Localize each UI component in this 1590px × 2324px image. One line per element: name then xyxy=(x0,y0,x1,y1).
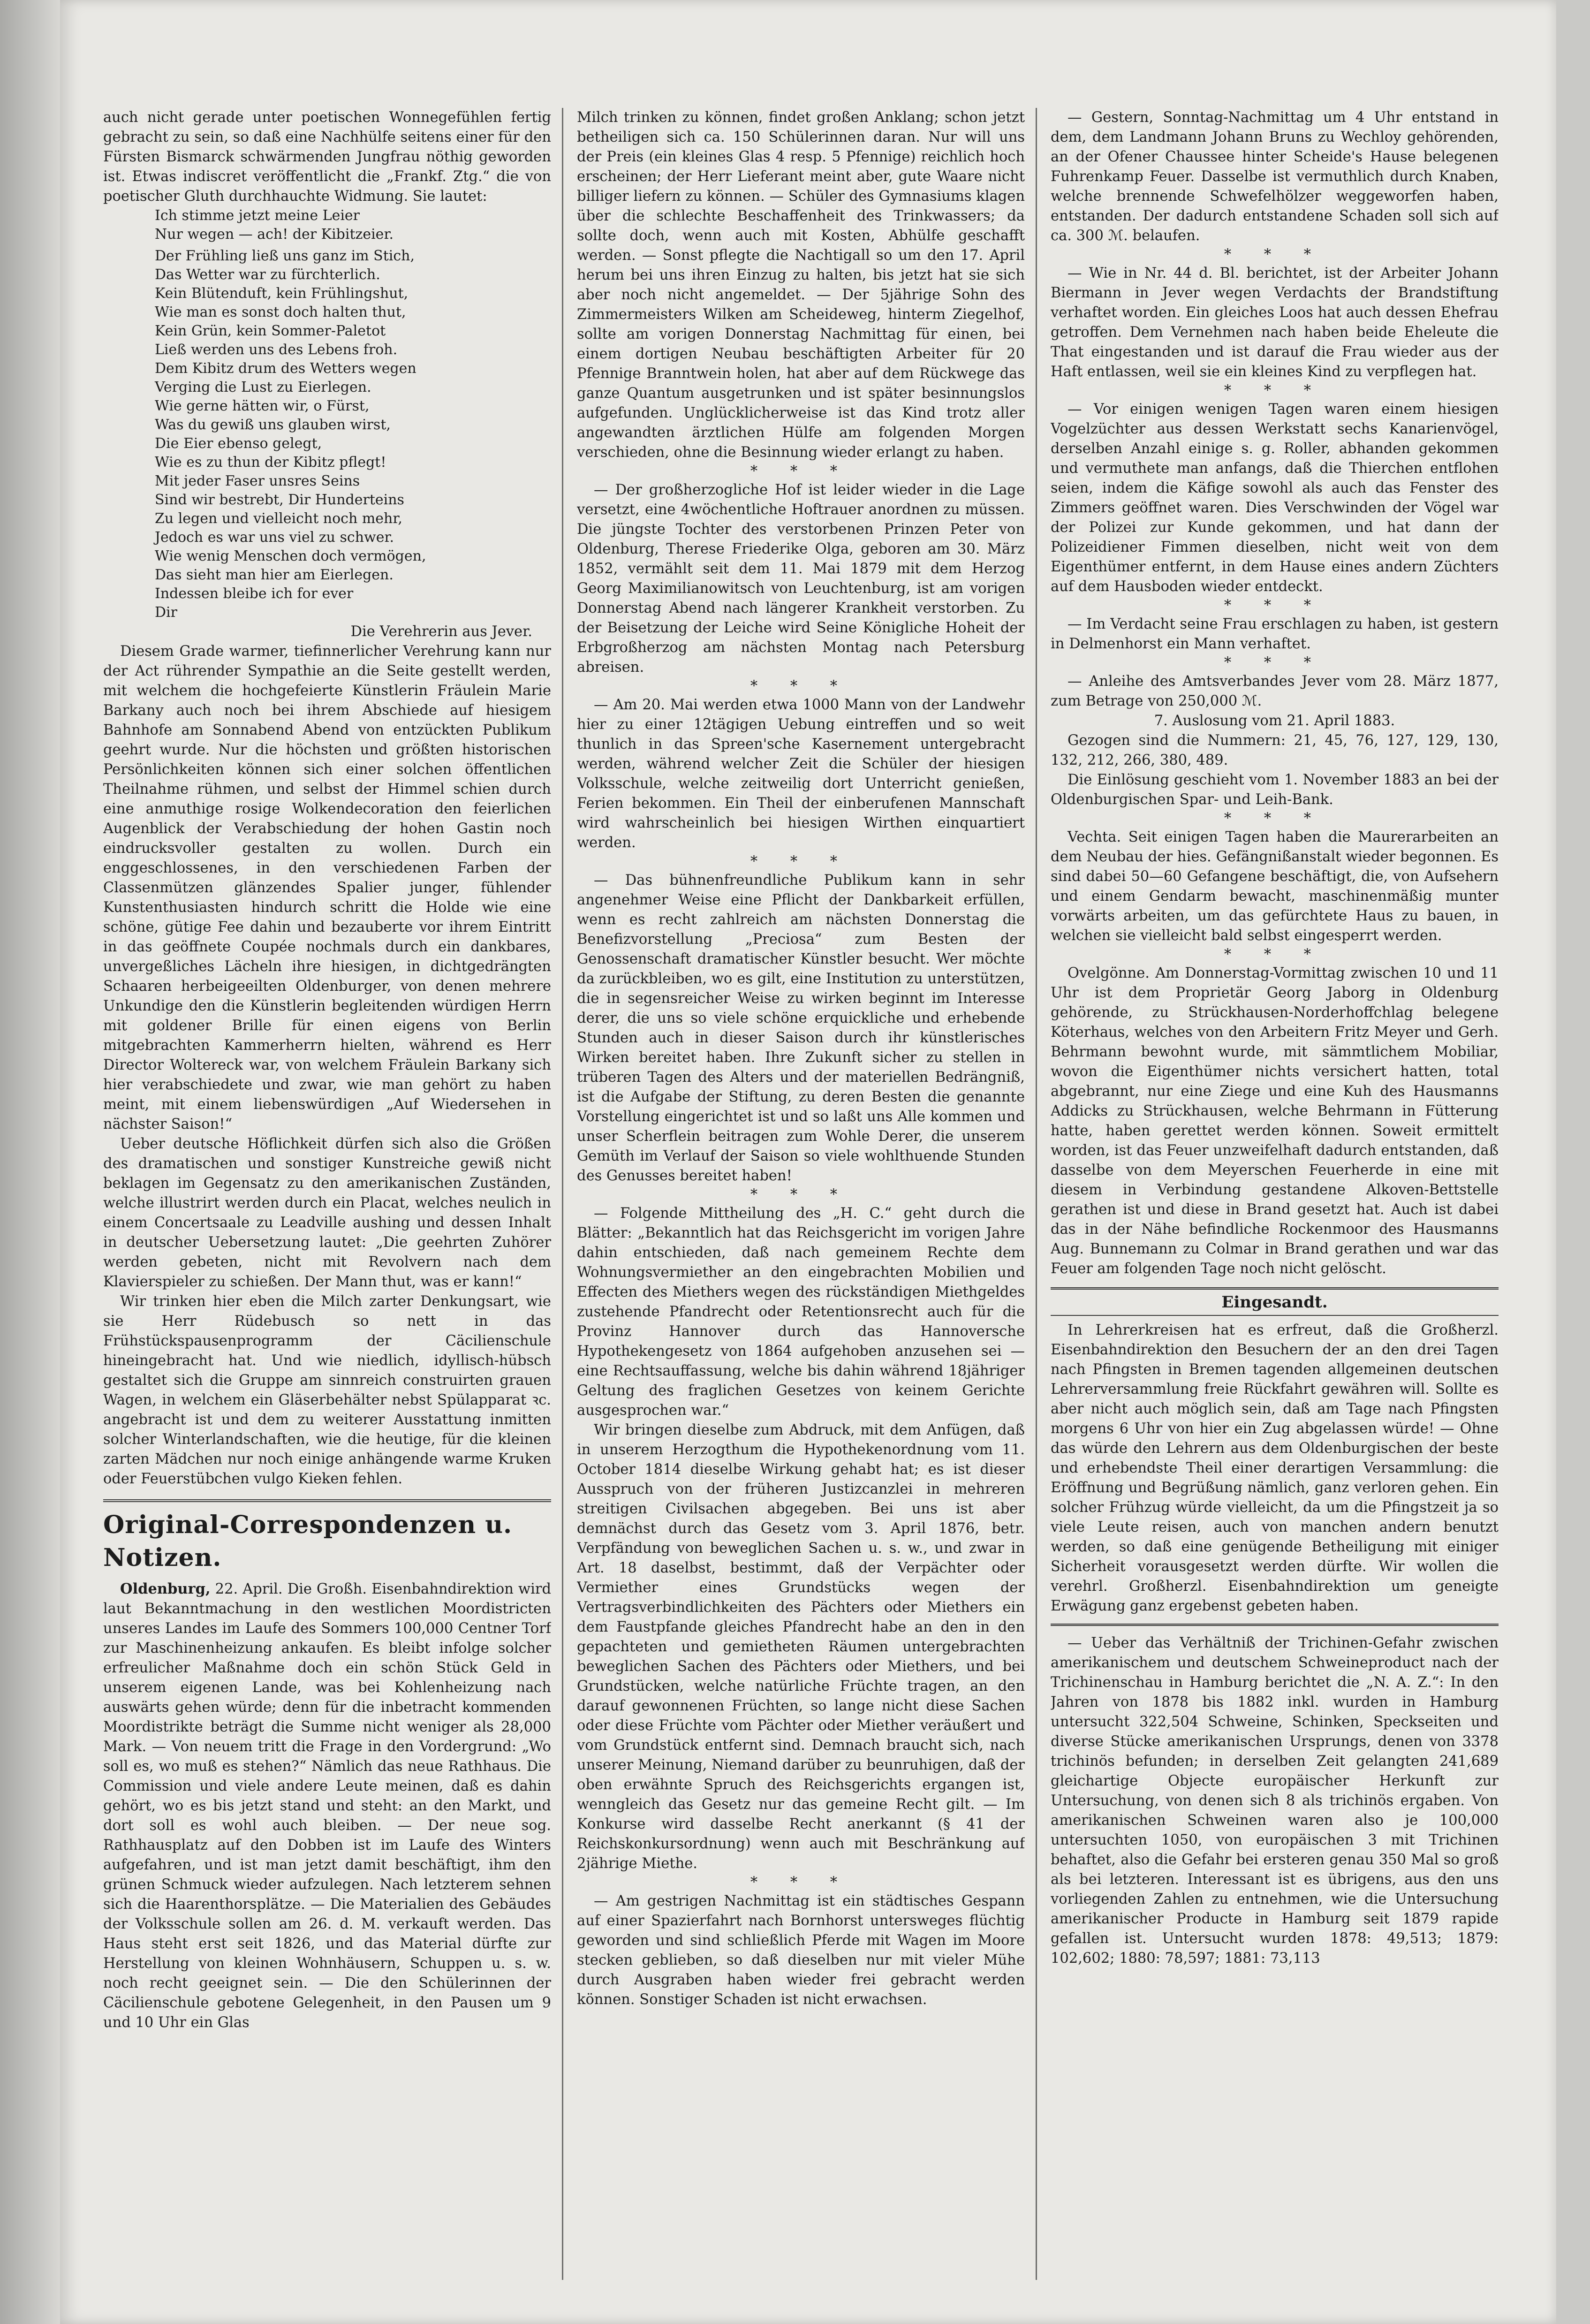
poem-line: Wie es zu thun der Kibitz pflegt! xyxy=(155,454,386,471)
article-text: — Das bühnenfreundliche Publikum kann in sehr angenehmer Weise eine Pflicht der Dankbarkeit erfüllen, wenn es recht zahlreich am nächsten Donnerstag die Benefizvorstellung „Preciosa“ zum Besten der Genossenschaft dramatischer Künstler besucht. Wer möchte da zurückbleiben, wo es gilt, eine Institution zu unterstützen, die in segensreicher Weise zu wirken beginnt im Interesse derer, die uns so viele schöne erquickliche und erhebende Stunden auch in dieser Saison durch ihr künstlerisches Wirken bereitet haben. Ihre Zukunft sicher zu stellen in trüberen Tagen des Alters und der materiellen Bedrängniß, ist die Aufgabe der Stiftung, zu deren Besten die genannte Vorstellung eingerichtet ist und so laßt uns Alle kommen und unser Scherflein beitragen zum Wohle Derer, die unserem Gemüth im Verlauf der Saison so viele wohlthuende Stunden des Genusses bereitet haben! xyxy=(577,872,1025,1184)
article-text: — Ueber das Verhältniß der Trichinen-Gefahr zwischen amerikanischem und deutschem Schweineproduct nach der Trichinenschau in Hamburg berichtet die „N. A. Z.“: In den Jahren von 1878 bis 1882 inkl. wurden in Hamburg untersucht 322,504 Schweine, Schinken, Speckseiten und diverse Stücke amerikanischen Ursprungs, denen von 3378 trichinös befunden; in derselben Zeit gelangten 241,689 gleichartige Objecte europäischer Herkunft zur Untersuchung, von denen sich 8 als trichinös ergaben. Von amerikanischen Schweinen waren also je 100,000 untersuchten 1050, von europäischen 3 mit Trichinen behaftet, also die Gefahr bei ersteren genau 350 Mal so groß als bei letzteren. Interessant ist es übrigens, aus den uns vorliegenden Zahlen zu entnehmen, wie die Untersuchung amerikanischer Producte in Hamburg seit 1879 rapide gefallen ist. Untersucht wurden 1878: 49,513; 1879: 102,602; 1880: 78,597; 1881: 73,113 xyxy=(1051,1635,1499,1967)
poem-line: Ließ werden uns des Lebens froh. xyxy=(155,342,398,358)
section-heading: Eingesandt. xyxy=(1051,1287,1499,1316)
poem-line: Zu legen und vielleicht noch mehr, xyxy=(155,510,402,527)
separator-asterisks: * * * xyxy=(750,853,852,870)
article-text: Diesem Grade warmer, tiefinnerlicher Verehrung kann nur der Act rührender Sympathie an die Seite gestellt werden, mit welchem die hochgefeierte Künstlerin Fräulein Marie Barkany auch noch bei ihrem Abschiede auf hiesigem Bahnhofe am Sonnabend Abend von entzückten Publikum geehrt wurde. Nur die höchsten und größten historischen Persönlichkeiten können sich einer solchen öffentlichen Theilnahme rühmen, und selbst der Himmel schien durch eine anmuthige rosige Wolkendecoration den feierlichen Augenblick der Verabschiedung der hohen Gastin noch eindrucksvoller gestalten zu wollen. Durch ein enggeschlossenes, in den verschiedenen Farben der Classenmützen glänzendes Spalier junger, fühlender Kunstenthusiasten hindurch schritt die Holde wie eine schöne, gütige Fee dahin und bezauberte vor ihrem Eintritt in das geöffnete Coupée nochmals durch ein dankbares, unvergeßliches Lächeln ihre hiesigen, in dichtgedrängten Schaaren herbeigeeilten Oldenburger, von denen mehrere Unkundige den die Künstlerin begleitenden würdigen Herrn mit goldener Brille für einen eigens von Berlin mitgebrachten Kammerherrn hielten, während es Herr Director Woltereck war, von welchem Fräulein Barkany sich hier verabschiedete und zwar, wie man gehört zu haben meint, mit einem liebenswürdigen „Auf Wiedersehen in nächster Saison!“ xyxy=(103,643,551,1132)
poem-line: Wie wenig Menschen doch vermögen, xyxy=(155,548,426,564)
poem-line: Das sieht man hier am Eierlegen. xyxy=(155,567,394,583)
poem-line: Wie man es sonst doch halten thut, xyxy=(155,304,406,320)
article-text: — Wie in Nr. 44 d. Bl. berichtet, ist der Arbeiter Johann Biermann in Jever wegen Verdachts der Brandstiftung verhaftet worden. Ein gleiches Loos hat auch dessen Ehefrau getroffen. Dem Vernehmen nach haben beide Eheleute die That eingestanden und ist darauf die Frau wieder aus der Haft entlassen, weil sie ein kleines Kind zu verpflegen hat. xyxy=(1051,265,1499,380)
article-text: — Anleihe des Amtsverbandes Jever vom 28. März 1877, zum Betrage von 250,000 ℳ. xyxy=(1051,673,1499,709)
separator-asterisks: * * * xyxy=(750,1874,852,1891)
article-text: — Folgende Mittheilung des „H. C.“ geht durch die Blätter: „Bekanntlich hat das Reichsgericht im vorigen Jahre dahin entschieden, daß nach gemeinem Rechte dem Wohnungsvermiether an den eingebrachten Mobilien und Effecten des Miethers wegen des rückständigen Miethgeldes zustehende Pfandrecht oder Retentionsrecht auch für die Provinz Hannover durch das Hannoversche Hypothekengesetz von 1864 aufgehoben anzusehen sei — eine Rechtsauffassung, welche bis dahin während 18jähriger Geltung des fraglichen Gesetzes von keinem Gerichte ausgesprochen war.“ xyxy=(577,1205,1025,1419)
article-text: 7. Auslosung vom 21. April 1883. xyxy=(1154,713,1395,729)
column-1 xyxy=(103,108,551,2285)
poem-line: Nur wegen — ach! der Kibitzeier. xyxy=(155,226,394,243)
article-text: Ueber deutsche Höflichkeit dürfen sich also die Größen des dramatischen und sonstiger Kunstreiche gewiß nicht beklagen im Gegensatz zu den amerikanischen Zuständen, welche illustrirt werden durch ein Placat, welches neulich in einem Concertsaale zu Leadville aushing und dessen Inhalt in deutscher Uebersetzung lautet: „Die geehrten Zuhörer werden gebeten, nicht mit Revolvern nach dem Klavierspieler zu schießen. Der Mann thut, was er kann!“ xyxy=(103,1136,551,1290)
separator-asterisks: * * * xyxy=(1224,946,1325,963)
article-text: Vechta. Seit einigen Tagen haben die Maurerarbeiten an dem Neubau der hies. Gefängnißanstalt wieder begonnen. Es sind dabei 50—60 Gefangene beschäftigt, die, von Aufsehern und einem Gendarm bewacht, maschinenmäßig munter vorwärts arbeiten, um das gefürchtete Haus zu bauen, in welchen sie vielleicht bald selbst eingesperrt werden. xyxy=(1051,829,1499,944)
article-text: Die Einlösung geschieht vom 1. November 1883 an bei der Oldenburgischen Spar- und Leih-Bank. xyxy=(1051,772,1499,808)
article-text: Wir bringen dieselbe zum Abdruck, mit dem Anfügen, daß in unserem Herzogthum die Hypothekenordnung vom 11. October 1814 dieselbe Wirkung gehabt hat; es ist dieser Ausspruch von der früheren Justizcanzlei in mehreren streitigen Civilsachen abgegeben. Bei uns ist aber demnächst durch das Gesetz vom 3. April 1876, betr. Verpfändung von beweglichen Sachen u. s. w., und zwar in Art. 18 daselbst, bestimmt, daß der Verpächter oder Vermiether eines Grundstücks wegen der Vertragsverbindlichkeiten des Pächters oder Miethers ein dem Faustpfande gleiches Pfandrecht habe an den in den gepachteten und gemietheten Räumen untergebrachten beweglichen Sachen des Pächters oder Miethers, und bei Grundstücken, welche natürliche Früchte tragen, an den darauf gewonnenen Früchten, so lange nicht diese Sachen oder diese Früchte vom Pächter oder Miether veräußert und vom Grundstück entfernt sind. Demnach braucht sich, nach unserer Meinung, Niemand darüber zu beunruhigen, daß der oben erwähnte Spruch des Reichsgerichts ergangen ist, wenngleich das Gesetz nur das gemeine Recht gilt. — Im Konkurse wird dasselbe Recht anerkannt (§ 41 der Reichskonkursordnung) wenn auch mit Beschränkung auf 2jährige Miethe. xyxy=(577,1422,1025,1872)
article-text: In Lehrerkreisen hat es erfreut, daß die Großherzl. Eisenbahndirektion den Besuchern der an den drei Tagen nach Pfingsten in Bremen tagenden allgemeinen deutschen Lehrerversammlung freie Rückfahrt gewähren will. Sollte es aber nicht auch möglich sein, daß am Tage nach Pfingsten morgens 6 Uhr von hier ein Zug abgelassen würde! — Ohne das würde den Lehrern aus dem Oldenburgischen der beste und erhebendste Theil einer derartigen Versammlung: die Eröffnung und Begrüßung nämlich, ganz verloren gehen. Ein solcher Frühzug würde vielleicht, da um die Pfingstzeit ja so viele Leute reisen, auch von manchen andern benutzt werden, so daß eine genügende Betheiligung mit einiger Sicherheit vorausgesetzt werden dürfte. Wir wollen die verehrl. Großherzl. Eisenbahndirektion um geneigte Erwägung ganz ergebenst gebeten haben. xyxy=(1051,1322,1499,1614)
dateline-date: 22. April. xyxy=(215,1581,283,1597)
article-text: Wir trinken hier eben die Milch zarter Denkungsart, wie sie Herr Rüdebusch so nett in das Frühstückspausenprogramm der Cäcilienschule hineingebracht hat. Und wie niedlich, idyllisch-hübsch gestaltet sich die Gruppe am sinnreich construirten grauen Wagen, in welchem ein Gläserbehälter nebst Spülapparat ꝛc. angebracht ist und dem zu weiterer Ausstattung inmitten solcher Winterlandschaften, wie die heutige, für die kleinen zarten Mädchen nur noch einige anhängende warme Kruken oder Feuerstübchen vulgo Kieken fehlen. xyxy=(103,1293,551,1487)
article-text: — Am 20. Mai werden etwa 1000 Mann von der Landwehr hier zu einer 12tägigen Uebung eintreffen und so weit thunlich in das Spreen'sche Kasernement untergebracht werden, während welcher Zeit die Schüler der hiesigen Volksschule, welche zeitweilig dort Unterricht genießen, Ferien bekommen. Ein Theil der einberufenen Mannschaft wird wahrscheinlich bei hiesigen Wirthen einquartiert werden. xyxy=(577,697,1025,851)
column-3 xyxy=(1051,108,1499,2285)
separator-asterisks: * * * xyxy=(750,678,852,694)
separator-asterisks: * * * xyxy=(1224,382,1325,399)
article-text: Ovelgönne. Am Donnerstag-Vormittag zwischen 10 und 11 Uhr ist dem Proprietär Georg Jaborg in Oldenburg gehörende, zu Strückhausen-Norderhoffchlag belegene Köterhaus, welches von den Arbeitern Fritz Meyer und Gerh. Behrmann bewohnt wurde, mit sämmtlichem Mobiliar, wovon die Eigenthümer nichts versichert hatten, total abgebrannt, nur eine Ziege und eine Kuh des Hausmanns Addicks zu Strückhausen, welche Behrmann in Fütterung hatte, haben gerettet werden können. Soweit ermittelt worden, ist das Feuer unzweifelhaft dadurch entstanden, daß dasselbe von dem Meyerschen Feuerherde in eine mit diesem in Verbindung gestandene Alkoven-Bettstelle gerathen ist und diese in Brand gesetzt hat. Auch ist dabei das in der Nähe befindliche Rockenmoor des Hausmanns Aug. Bunnemann zu Colmar in Brand gerathen und war das Feuer am folgenden Tage noch nicht gelöscht. xyxy=(1051,965,1499,1277)
article-text: — Im Verdacht seine Frau erschlagen zu haben, ist gestern in Delmenhorst ein Mann verhaftet. xyxy=(1051,616,1499,652)
poem-line: Sind wir bestrebt, Dir Hunderteins xyxy=(155,492,404,508)
separator-asterisks: * * * xyxy=(1224,654,1325,671)
book-binding-edge xyxy=(0,0,60,2324)
poem-line: Dem Kibitz drum des Wetters wegen xyxy=(155,360,416,377)
poem-line: Die Eier ebenso gelegt, xyxy=(155,435,322,452)
article-text: — Vor einigen wenigen Tagen waren einem hiesigen Vogelzüchter aus dessen Werkstatt sechs Kanarienvögel, derselben Anzahl einige s. g. Roller, abhanden gekommen und vermuthete man anfangs, daß die Thierchen entflohen seien, indem die Käfige sowohl als auch das Fenster des Zimmers geöffnet waren. Dies Verschwinden der Vögel war der Polizei zur Kunde gekommen, und hat dann der Polizeidiener Fimmen dieselben, nicht weit von dem Eigenthümer entfernt, in dem Hause eines andern Züchters auf dem Hausboden wieder entdeckt. xyxy=(1051,401,1499,595)
poem-line: Indessen bleibe ich for ever xyxy=(155,585,354,602)
separator-asterisks: * * * xyxy=(1224,246,1325,263)
poem-line: Das Wetter war zu fürchterlich. xyxy=(155,266,380,283)
separator-asterisks: * * * xyxy=(750,1186,852,1203)
column-rule xyxy=(562,108,563,2280)
poem-line: Verging die Lust zu Eierlegen. xyxy=(155,379,371,395)
separator-asterisks: * * * xyxy=(750,463,852,479)
article-text: Milch trinken zu können, findet großen Anklang; schon jetzt betheiligen sich ca. 150 Schülerinnen daran. Nur will uns der Preis (ein kleines Glas 4 resp. 5 Pfennige) reichlich hoch erscheinen; der Herr Lieferant meint aber, gute Waare nicht billiger liefern zu können. — Schüler des Gymnasiums klagen über die schlechte Beschaffenheit des Trinkwassers; da sollte doch, wenn auch mit Kosten, Abhülfe geschafft werden. — Sonst pflegte die Nachtigall so um den 17. April herum bei uns ihren Einzug zu halten, bis jetzt hat sie sich aber noch nicht angemeldet. — Der 5jährige Sohn des Zimmermeisters Wilken am Scheideweg, hinterm Ziegelhof, sollte am vorigen Donnerstag Nachmittag für einen, bei einem dortigen Neubau beschäftigten Arbeiter für 20 Pfennige Branntwein holen, hat aber auf dem Rückwege das ganze Quantum ausgetrunken und ist später besinnungslos aufgefunden. Unglücklicherweise ist das Kind trotz aller angewandten ärztlichen Hülfe am folgenden Morgen verschieden, ohne die Besinnung wieder erlangt zu haben. xyxy=(577,109,1025,461)
poem-line: Kein Blütenduft, kein Frühlingshut, xyxy=(155,285,409,302)
article-text: — Der großherzogliche Hof ist leider wieder in die Lage versetzt, eine 4wöchentliche Hoftrauer anordnen zu müssen. Die jüngste Tochter des verstorbenen Prinzen Peter von Oldenburg, Therese Friederike Olga, geboren am 30. März 1852, vermählt seit dem 11. Mai 1879 mit dem Herzog Georg Maximilianowitsch von Leuchtenburg, ist am vorigen Donnerstag Abend nach längerer Krankheit verstorben. Zu der Beisetzung der Leiche wird Seine Königliche Hoheit der Erbgroßherzog am nächsten Montag nach Petersburg abreisen. xyxy=(577,482,1025,676)
article-text: Die Großh. Eisenbahndirektion wird laut Bekanntmachung in den westlichen Moordistricten unseres Landes im Laufe des Sommers 100,000 Centner Torf zur Maschinenheizung ankaufen. Es bleibt infolge solcher erfreulicher Maßnahme doch ein schön Stück Geld in unserem eigenen Lande, was bei Kohlenheizung nach auswärts gehen würde; denn für die inbetracht kommenden Moordistrikte beträgt die Summe nicht weniger als 28,000 Mark. — Von neuem tritt die Frage in den Vordergrund: „Wo soll es, wo muß es stehen?“ Nämlich das neue Rathhaus. Die Commission und viele andere Leute meinen, daß es dahin gehört, wo es bis jetzt stand und steht: an den Markt, und dort soll es wohl auch bleiben. — Der neue sog. Rathhausplatz auf den Dobben ist im Laufe des Winters aufgefahren, und ist man jetzt damit beschäftigt, ihm den grünen Schmuck wieder aufzulegen. Nach letzterem sehnen sich die Haarenthorsplätze. — Die Materialien des Gebäudes der Volksschule sollen am 26. d. M. verkauft werden. Das Haus steht erst seit 1826, und das Material dürfte zur Herstellung von kleinen Wohnhäusern, Schuppen u. s. w. noch recht geeignet sein. — Die den Schülerinnen der Cäcilienschule gebotene Gelegenheit, in den Pausen um 9 und 10 Uhr ein Glas xyxy=(103,1581,551,2031)
divider xyxy=(1051,1624,1499,1626)
article-text: auch nicht gerade unter poetischen Wonnegefühlen fertig gebracht zu sein, so daß eine Nachhülfe seitens einer für den Fürsten Bismarck schwärmenden Jungfrau nöthig geworden ist. Etwas indiscret veröffentlicht die „Frankf. Ztg.“ die von poetischer Gluth durchhauchte Widmung. Sie lautet: xyxy=(103,109,551,205)
poem-line: Mit jeder Faser unsres Seins xyxy=(155,473,360,489)
article-text: Gezogen sind die Nummern: 21, 45, 76, 127, 129, 130, 132, 212, 266, 380, 489. xyxy=(1051,732,1499,768)
article-text: — Gestern, Sonntag-Nachmittag um 4 Uhr entstand in dem, dem Landmann Johann Bruns zu Wechloy gehörenden, an der Ofener Chaussee hinter Scheide's Hause belegenen Fuhrenkamp Feuer. Dasselbe ist vermuthlich durch Knaben, welche brennende Schwefelhölzer weggeworfen haben, entstanden. Der dadurch entstandene Schaden soll sich auf ca. 300 ℳ. belaufen. xyxy=(1051,109,1499,244)
poem-line: Der Frühling ließ uns ganz im Stich, xyxy=(155,248,415,264)
separator-asterisks: * * * xyxy=(1224,597,1325,614)
dateline-place: Oldenburg, xyxy=(120,1580,211,1597)
column-rule xyxy=(1036,108,1037,2280)
poem-line: Jedoch es war uns viel zu schwer. xyxy=(155,529,394,546)
poem-line: Dir xyxy=(155,604,177,621)
section-heading: Original-Correspondenzen u. Notizen. xyxy=(103,1499,551,1574)
separator-asterisks: * * * xyxy=(1224,810,1325,827)
article-text: — Am gestrigen Nachmittag ist ein städtisches Gespann auf einer Spazierfahrt nach Bornhorst untersweges flüchtig geworden und sind schließlich Pferde mit Wagen im Moore stecken geblieben, so daß dieselben nur mit vieler Mühe durch Ausgraben haben wieder frei gebracht werden können. Sonstiger Schaden ist nicht erwachsen. xyxy=(577,1893,1025,2008)
poem-line: Kein Grün, kein Sommer-Paletot xyxy=(155,323,386,339)
poem-line: Ich stimme jetzt meine Leier xyxy=(155,207,360,224)
poem-signature: Die Verehrerin aus Jever. xyxy=(350,623,532,640)
poem-line: Was du gewiß uns glauben wirst, xyxy=(155,417,391,433)
poem xyxy=(155,247,551,622)
column-2 xyxy=(577,108,1025,2285)
motto xyxy=(155,206,551,244)
poem-line: Wie gerne hätten wir, o Fürst, xyxy=(155,398,370,414)
